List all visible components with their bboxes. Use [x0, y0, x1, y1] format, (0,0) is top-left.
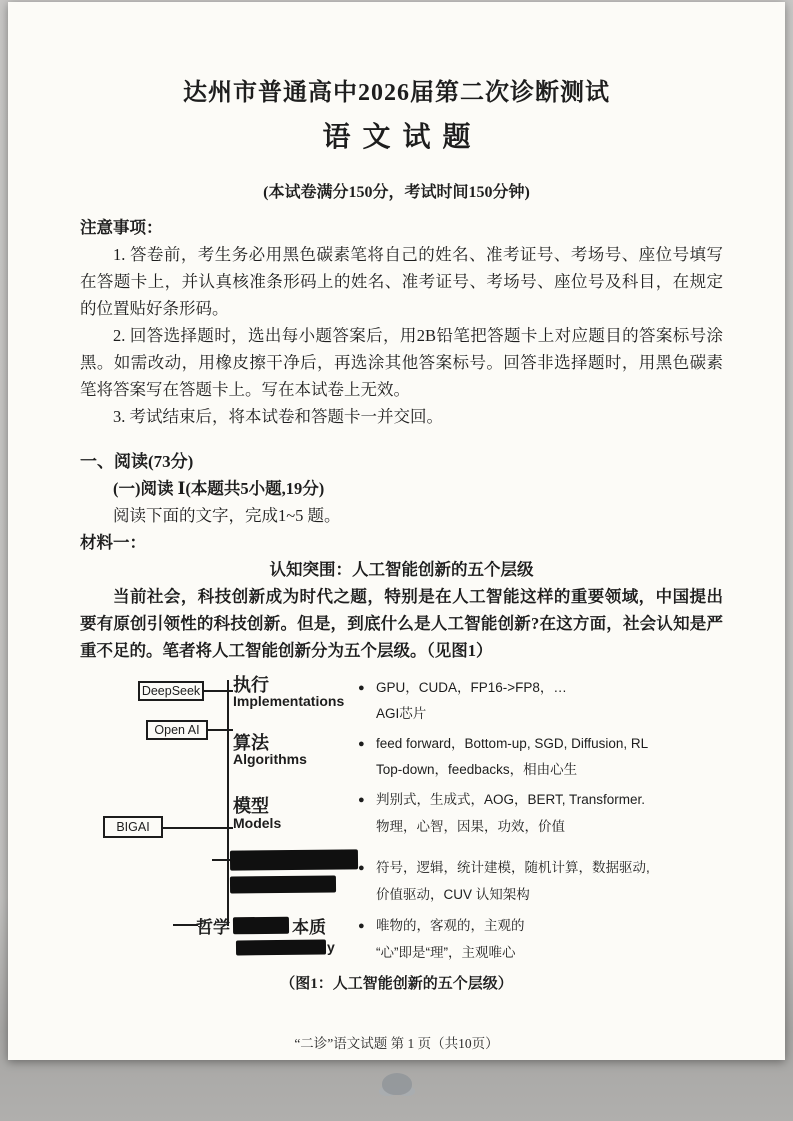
- level-1-bullet-line-1: GPU，CUDA，FP16->FP8，…: [376, 680, 567, 695]
- reading-instruction: 阅读下面的文字，完成1~5 题。: [113, 506, 341, 525]
- level-5-bullet-line-1: 唯物的，客观的，主观的: [376, 918, 525, 933]
- level-3-name-cn: 模型: [233, 796, 269, 816]
- exam-info: (本试卷满分150分，考试时间150分钟): [263, 184, 530, 201]
- bullet-dot: ●: [358, 862, 365, 874]
- notice-item-2: 2. 回答选择题时，选出每小题答案后，用2B铅笔把答题卡上对应题目的答案标号涂黑。如需改动，用橡皮擦干净后，再选涂其他答案标号。回答非选择题时，用黑色碳素笔将答案写在答题卡上。写在本试卷上无效。: [80, 326, 723, 399]
- notice-heading: 注意事项：: [80, 218, 163, 237]
- notice-item-1: 1. 答卷前，考生务必用黑色碳素笔将自己的姓名、准考证号、考场号、座位号填写在答题卡上，并认真核准条形码上的姓名、准考证号、考场号、座位号及科目，在规定的位置贴好条形码。: [80, 245, 723, 318]
- level-4-bullet-line-1: 符号，逻辑，统计建模，随机计算，数据驱动,: [376, 860, 650, 875]
- material-paragraph: 当前社会，科技创新成为时代之题，特别是在人工智能这样的重要领域，中国提出要有原创引领性的科技创新。但是，到底什么是人工智能创新?在这方面，社会认知是严重不足的。笔者将人工智能创新分为五个层级。（见图1）: [80, 587, 723, 660]
- deepseek-label-box: DeepSeek: [138, 681, 204, 701]
- exam-paper: [8, 2, 785, 1060]
- level-3-name-en: Models: [233, 815, 282, 831]
- level-4-bullet-line-2: 价值驱动，CUV 认知架构: [376, 887, 530, 902]
- page-footer: “二诊”语文试题 第 1 页（共10页）: [294, 1036, 499, 1051]
- redaction-scribble-level5: [233, 917, 289, 935]
- level-5-name: [196, 913, 326, 938]
- bullet-dot: ●: [358, 794, 365, 806]
- connector-line-level5: [173, 924, 198, 926]
- level-1-name-en: Implementations: [233, 693, 345, 709]
- tree-trunk-line: [227, 680, 229, 926]
- bullet-dot: ●: [358, 920, 365, 932]
- section-heading: 一、阅读(73分): [80, 452, 194, 471]
- level-2-name-en: Algorithms: [233, 751, 307, 767]
- level-1-bullet-line-2: AGI芯片: [376, 706, 427, 721]
- redaction-bar-level5-en: [236, 940, 326, 956]
- connector-line-level3: [163, 827, 233, 829]
- material-label: 材料一：: [80, 533, 146, 552]
- level-5-bullet-line-2: “心”即是“理”，主观唯心: [376, 945, 516, 960]
- bullet-dot: ●: [358, 682, 365, 694]
- watermark-icon: [382, 1073, 412, 1095]
- subsection-heading: (一)阅读 Ⅰ(本题共5小题,19分): [113, 479, 325, 498]
- level-3-bullet-line-2: 物理，心智，因果，功效，价值: [376, 819, 565, 834]
- level-2-bullet-line-2: Top-down，feedbacks，相由心生: [376, 762, 578, 777]
- level-3-bullet-line-1: 判别式，生成式，AOG，BERT, Transformer.: [376, 792, 646, 807]
- material-title: 认知突围：人工智能创新的五个层级: [269, 560, 534, 579]
- figure-caption: （图1：人工智能创新的五个层级）: [280, 976, 513, 992]
- exam-subject-title: 语文试题: [322, 122, 483, 153]
- openai-label-box: Open AI: [146, 720, 208, 740]
- bigai-label-box: BIGAI: [103, 816, 163, 838]
- connector-line-level2: [208, 729, 233, 731]
- level-5-en-fragment: y: [327, 939, 335, 955]
- level-2-name-cn: 算法: [233, 733, 269, 753]
- level-5-name-suffix: 本质: [292, 918, 326, 937]
- exam-body-text: [80, 214, 723, 664]
- notice-item-3: 3. 考试结束后，将本试卷和答题卡一并交回。: [113, 407, 443, 426]
- bullet-dot: ●: [358, 738, 365, 750]
- level-5-name-en: [236, 939, 335, 955]
- exam-title: 达州市普通高中2026届第二次诊断测试: [183, 80, 610, 106]
- level-1-name-cn: 执行: [233, 675, 269, 695]
- connector-line-level1: [204, 690, 233, 692]
- figure-1-diagram: [8, 666, 785, 1006]
- redaction-bar-level4-cn: [230, 849, 358, 870]
- level-5-name-prefix: 哲学: [196, 918, 230, 937]
- level-2-bullet-line-1: feed forward，Bottom-up, SGD, Diffusion, RL: [376, 736, 649, 751]
- redaction-bar-level4-en: [230, 875, 336, 893]
